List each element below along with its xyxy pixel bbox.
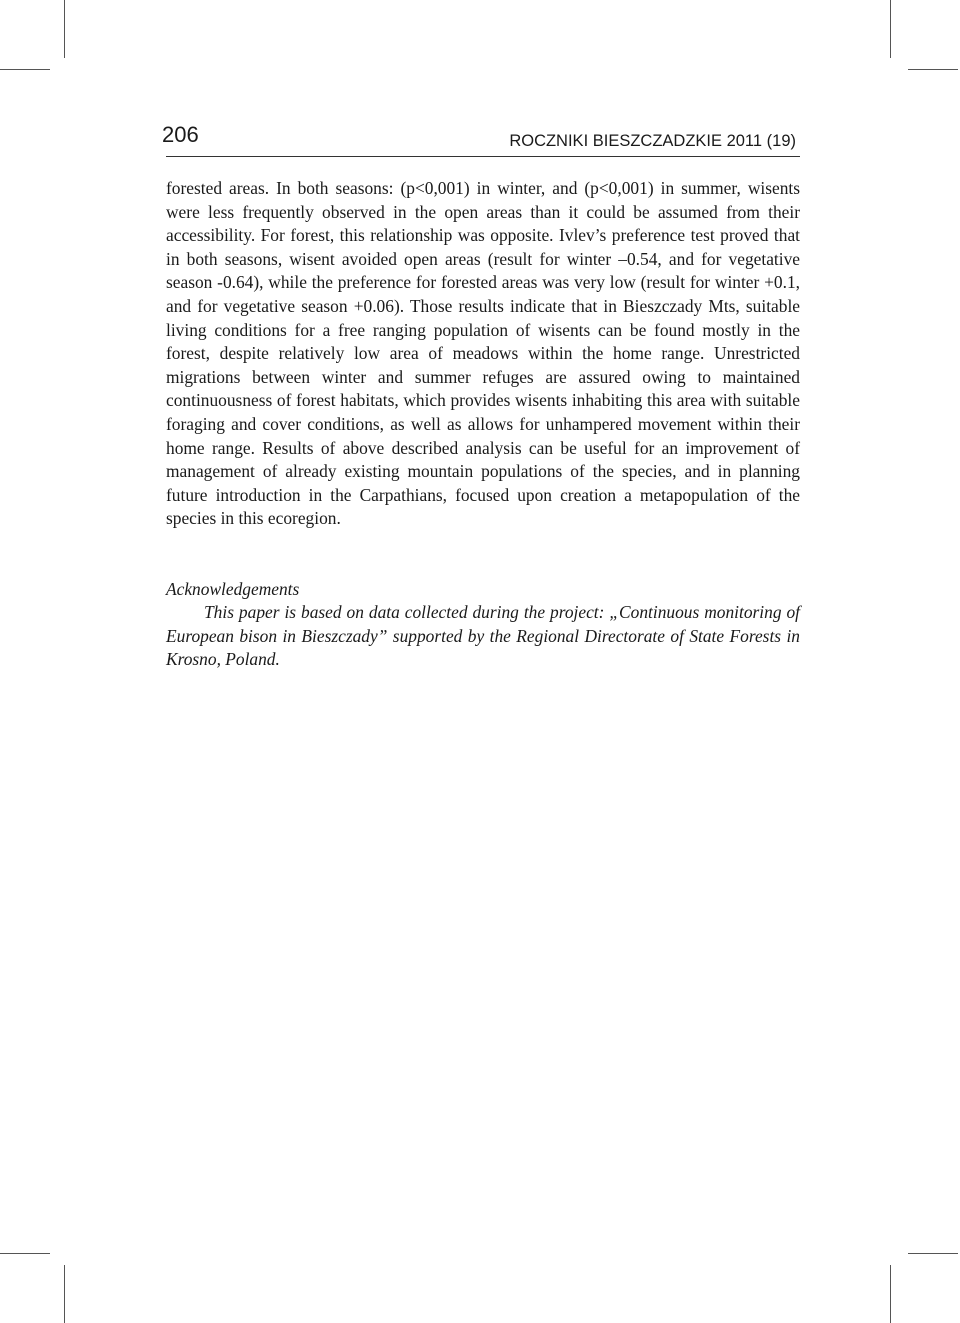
crop-mark-top-right-vertical (890, 0, 891, 58)
crop-mark-bottom-right-horizontal (908, 1253, 958, 1254)
crop-mark-bottom-left-vertical (64, 1265, 65, 1323)
crop-mark-bottom-right-vertical (890, 1265, 891, 1323)
body-paragraph: forested areas. In both seasons: (p<0,001) in winter, and (p<0,001) in summer, wisents were less frequently observed in the open areas than it could be assumed from their accessibility. For forest, this relationship was opposite. Ivlev’s preference test proved that in both seasons, wisent avoided open areas (result for winter –0.54, and for vegetative season -0.64), while the preference for forested areas was very low (result for winter +0.1, and for vegetative season +0.06). Those results indicate that in Bieszczady Mts, suitable living conditions for a free ranging population of wisents can be found mostly in the forest, despite relatively low area of meadows within the home range. Unrestricted migrations between winter and summer refuges are assured owing to maintained continuousness of forest habitats, which provides wisents inhabiting this area with suitable foraging and cover conditions, as well as allows for unhampered movement within their home range. Results of above described analysis can be useful for an improvement of management of already existing mountain populations of the species, and in planning future introduction in the Carpathians, focused upon creation a metapopulation of the species in this ecoregion. (166, 178, 800, 529)
crop-mark-top-left-vertical (64, 0, 65, 58)
crop-mark-top-right-horizontal (908, 69, 958, 70)
acknowledgements-heading: Acknowledgements (166, 579, 300, 599)
page-header (162, 118, 800, 157)
page-number: 206 (162, 122, 199, 147)
acknowledgements-text: This paper is based on data collected during the project: „Continuous monitoring of European bison in Bieszczady” supported by the Regional Directorate of State Forests in Krosno, Poland. (166, 602, 800, 670)
crop-mark-bottom-left-horizontal (0, 1253, 50, 1254)
running-title: ROCZNIKI BIESZCZADZKIE 2011 (19) (509, 132, 796, 150)
crop-mark-top-left-horizontal (0, 69, 50, 70)
